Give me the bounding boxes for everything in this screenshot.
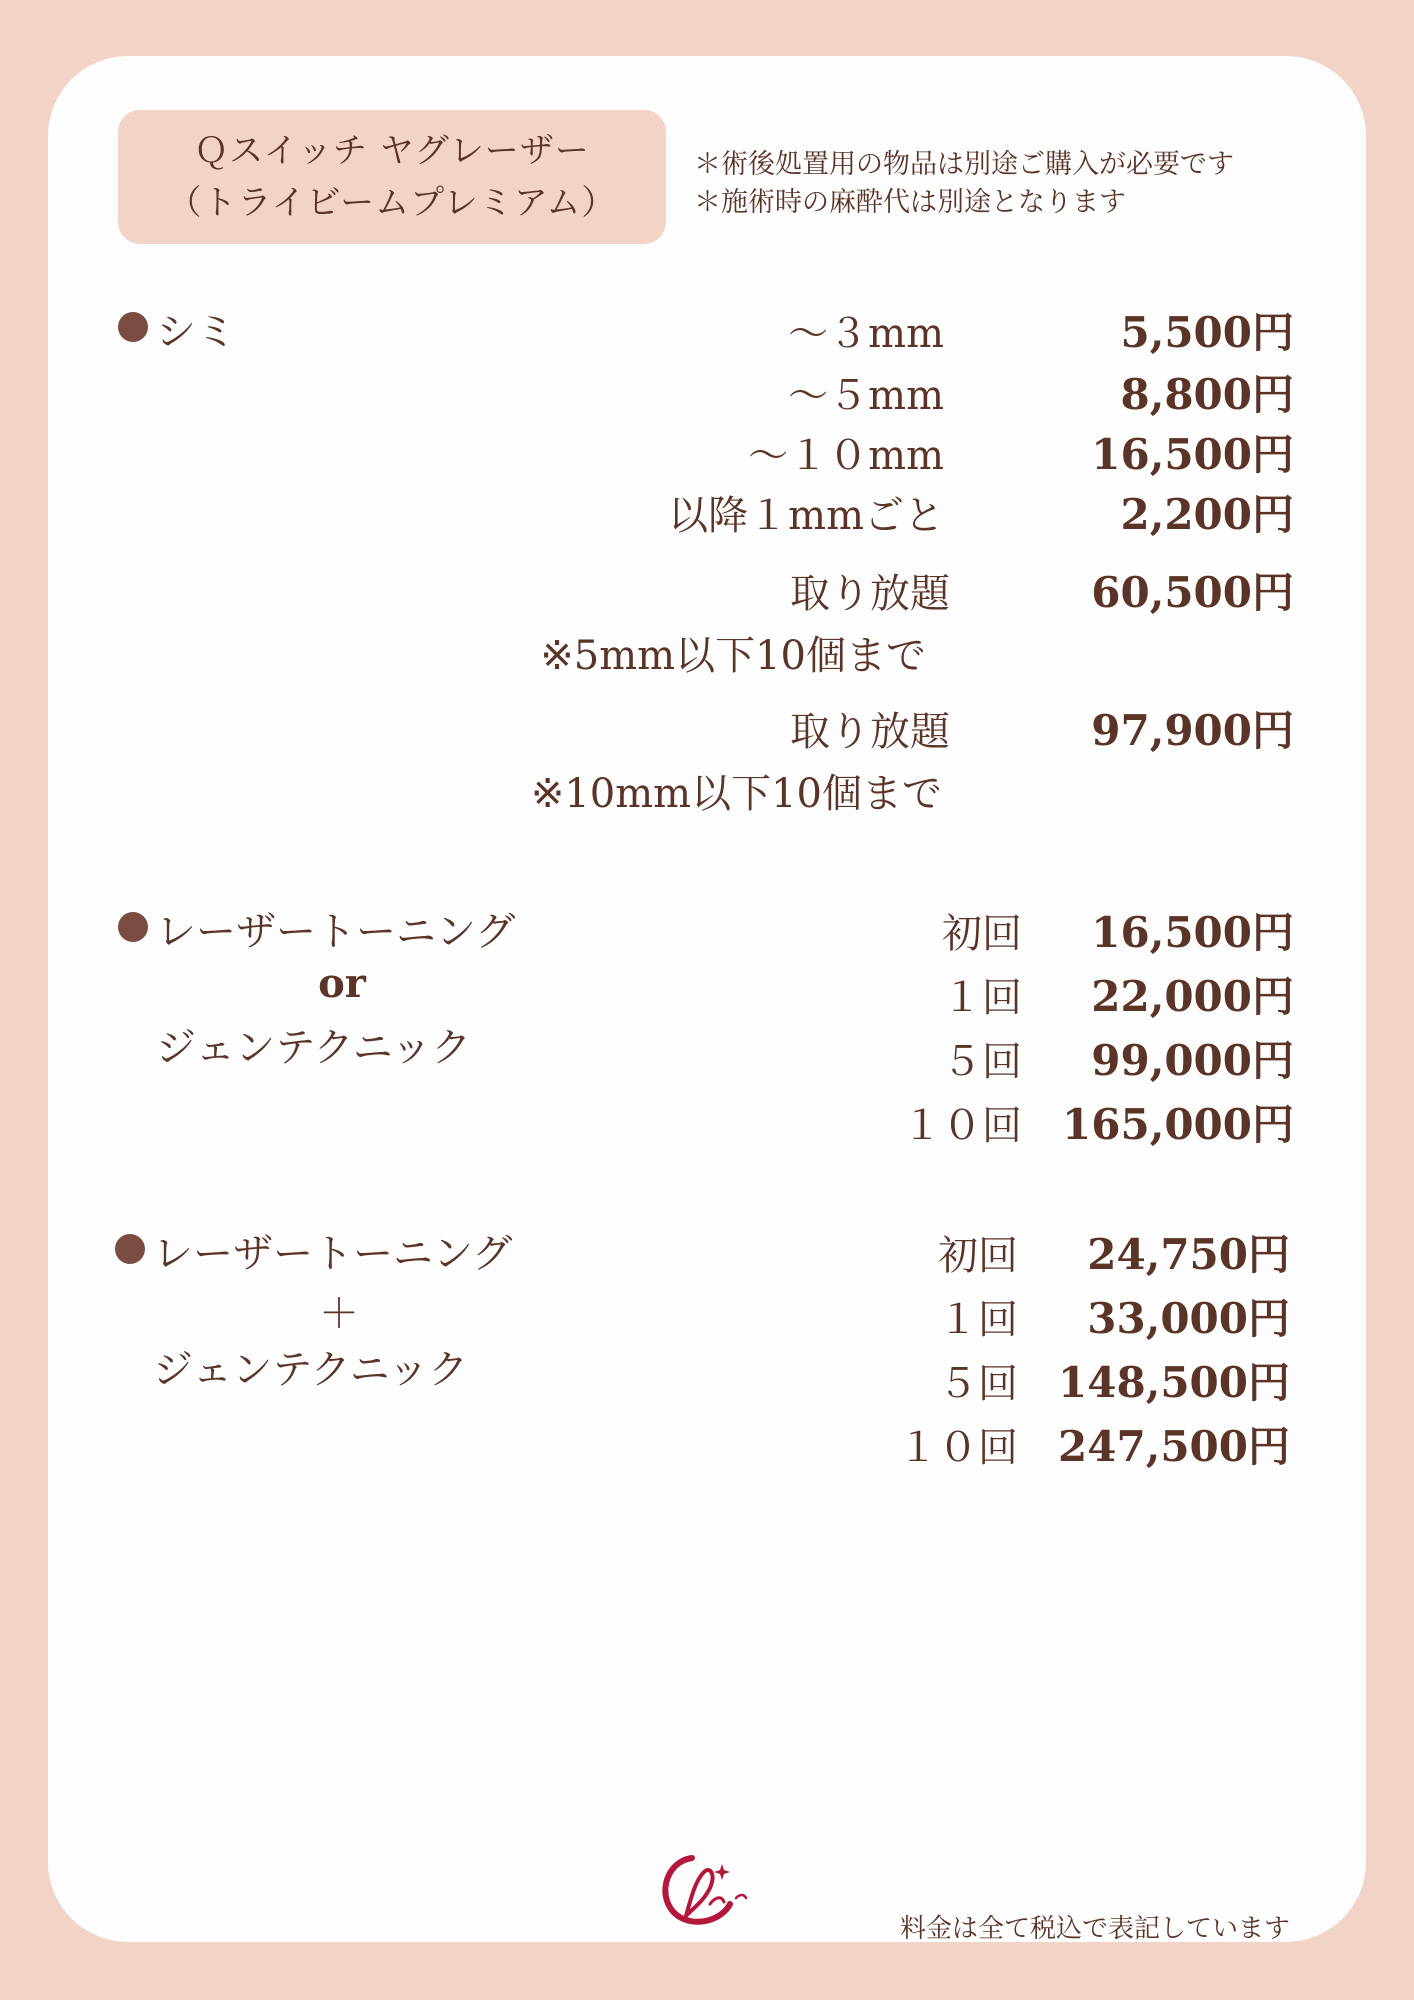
row-label: ～５mm — [788, 373, 944, 419]
row-label: ～３mm — [788, 311, 944, 357]
row-label: 取り放題 — [790, 571, 950, 617]
title-line2: （トライビームプレミアム） — [167, 183, 617, 223]
row-price: 22,000円 — [1091, 972, 1294, 1021]
section-connector: ＋ — [319, 1291, 359, 1337]
bullet-icon — [118, 912, 148, 942]
row-label: 初回 — [942, 911, 1022, 957]
row-label: 取り放題 — [790, 709, 950, 755]
row-price: 16,500円 — [1091, 908, 1294, 957]
section-title-toning-plus: レーザートーニング — [153, 1231, 513, 1277]
row-label: ５回 — [938, 1361, 1018, 1407]
row-price: 2,200円 — [1120, 490, 1294, 539]
section-title-toning-or: レーザートーニング — [156, 909, 516, 955]
row-label: １回 — [938, 1297, 1018, 1343]
section-subtitle: ジェンテクニック — [153, 1347, 469, 1393]
row-price: 247,500円 — [1058, 1422, 1290, 1471]
note-item: ＊施術時の麻酔代は別途となります — [694, 187, 1126, 218]
row-price: 33,000円 — [1087, 1294, 1290, 1343]
row-price: 60,500円 — [1091, 568, 1294, 617]
section-title-shimi: シミ — [156, 309, 236, 355]
bullet-icon — [115, 1234, 145, 1264]
row-price: 5,500円 — [1120, 308, 1294, 357]
note-item: ＊術後処置用の物品は別途ご購入が必要です — [694, 149, 1234, 180]
row-label: ～１０mm — [748, 433, 944, 479]
row-label: １０回 — [898, 1425, 1018, 1471]
footer-note: 料金は全て税込で表記しています — [899, 1914, 1290, 1944]
row-price: 24,750円 — [1087, 1230, 1290, 1279]
section-subtitle: ジェンテクニック — [156, 1025, 472, 1071]
row-note: ※10mm以下10個まで — [530, 771, 942, 817]
title-line1: Ｑスイッチ ヤグレーザー — [194, 131, 590, 171]
row-price: 165,000円 — [1062, 1100, 1294, 1149]
row-price: 16,500円 — [1091, 430, 1294, 479]
row-note: ※5mm以下10個まで — [540, 633, 926, 679]
row-label: 初回 — [938, 1233, 1018, 1279]
row-price: 8,800円 — [1120, 370, 1294, 419]
row-price: 148,500円 — [1058, 1358, 1290, 1407]
section-connector: or — [318, 960, 366, 1007]
row-label: ５回 — [942, 1039, 1022, 1085]
row-label: １回 — [942, 975, 1022, 1021]
clinic-logo-icon — [652, 1844, 762, 1938]
row-price: 97,900円 — [1091, 706, 1294, 755]
bullet-icon — [118, 312, 148, 342]
row-label: １０回 — [902, 1103, 1022, 1149]
notes — [694, 146, 1234, 222]
row-label: 以降１mmごと — [668, 493, 944, 539]
row-price: 99,000円 — [1091, 1036, 1294, 1085]
title-box — [118, 110, 666, 244]
